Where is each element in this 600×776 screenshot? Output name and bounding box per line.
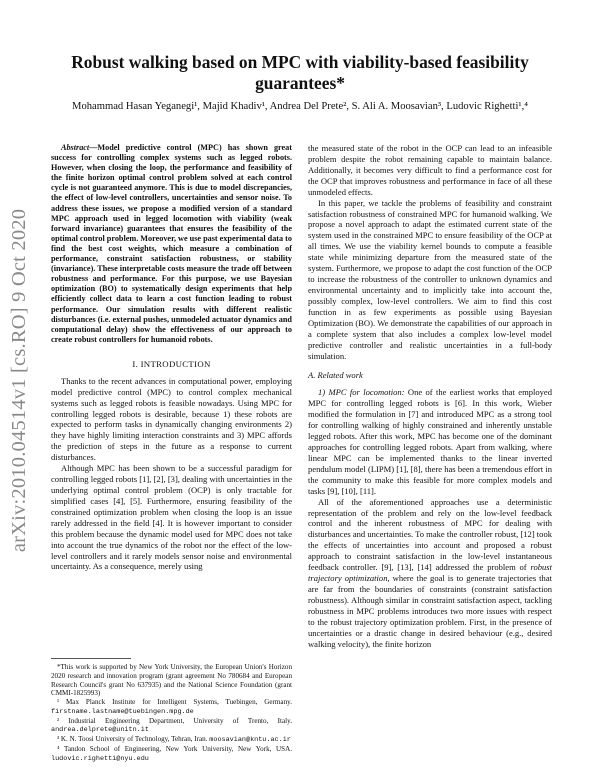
footnote-rule [51,658,131,659]
paper-title: Robust walking based on MPC with viability-based feasibility guarantees* [71,52,529,93]
right-column [308,143,552,649]
intro-paragraph-2: Although MPC has been shown to be a successful paradigm for controlling legged robots [1], [2], [3], dealing with uncertainties in the underlying optimal control problem (OCP) is only tractable for simplified cases [4], [5]. Furthermore, ensuring feasibility of the constrained optimization problem when closing the loop is an issue rarely addressed in the field [4]. It is however important to consider this problem because the dynamic model used for MPC does not take into account the true dynamics of the robot nor the effect of the low-level controllers and it rarely models sensor noise and environmental uncertainty. As a consequence, merely using [51,463,292,572]
footnote-4-email: ludovic.righetti@nyu.edu [51,754,149,763]
abstract [51,143,292,345]
abstract-label: Abstract [61,143,90,152]
paragraph-aforementioned [308,497,552,650]
paragraph-aforementioned-b: , where the goal is to generate trajectories that are far from the boundaries of constraints (constraint satisfaction robustness). Although similar in constraint satisfaction aspect, tackling robustness in MPC problems introduces two more issues with respect to the robust trajectory optimization problem. First, in the presence of uncertainties or a drastic change in desired behaviour (e.g., desired walking velocity), the finite horizon [308,573,552,649]
footnote-3-email: moosavian@kntu.ac.ir [209,736,291,744]
footnote-1-email: firstname.lastname@tuebingen.mpg.de [51,707,194,716]
right-paragraph-continued: the measured state of the robot in the OCP can lead to an infeasible problem despite the robot remaining capable to maintain balance. Additionally, it becomes very difficult to find a performance cost for the OCP that improves robustness and performance in face of all these unmodeled effects. [308,143,552,197]
right-paragraph-this-paper: In this paper, we tackle the problems of feasibility and constraint satisfaction robustness of constrained MPC for humanoid walking. We propose a novel approach to adapt the estimated current state of the system used in the constrained MPC to ensure feasibility of the OCP at all times. We use the viability kernel bounds to compute a feasible state while minimizing departure from the measured state of the system. Furthermore, we propose to adapt the cost function of the OCP to increase the robustness of the controller to unknown dynamics and environmental uncertainty and to implicitly take into account the, possibly complex, low-level controllers. We aim to find this cost function in as few experiments as possible using Bayesian Optimization (BO). We demonstrate the capabilities of our approach in a complete system that also includes a complex low-level model predictive controller and realistic uncertainties in a full-body simulation. [308,197,552,361]
footnote-3 [51,735,292,745]
abstract-text: —Model predictive control (MPC) has shown great success for controlling complex systems such as legged robots. However, when closing the loop, the performance and feasibility of the finite horizon optimal control problem solved at each control cycle is not guaranteed anymore. This is due to model discrepancies, the effect of low-level controllers, uncertainties and sensor noise. To address these issues, we propose a modified version of a standard MPC approach used in legged locomotion with viability (weak forward invariance) guarantees that ensures the feasibility of the optimal control problem. Moreover, we use past experimental data to find the best cost weights, which measure a combination of performance, constraint satisfaction robustness, or stability (invariance). These interpretable costs measure the trade off between robustness and performance. For this purpose, we use Bayesian optimization (BO) to systematically design experiments that help efficiently collect data to learn a cost function leading to robust performance. Our simulation results with different realistic disturbances (i.e. external pushes, unmodeled actuator dynamics and computational delay) show the effectiveness of our approach to create robust controllers for humanoid robots. [51,143,292,344]
subsection-heading-related-work: A. Related work [308,370,363,381]
footnote-2 [51,717,292,736]
footnote-4 [51,745,292,764]
intro-paragraph-1: Thanks to the recent advances in computational power, employing model predictive control (MPC) to control complex mechanical systems such as legged robots is feasible nowadays. Using MPC for controlling legged robots is desirable, because 1) these robots are expected to perform tasks in dynamically changing environments 2) they have highly limiting interaction constraints and 3) MPC affords the prediction of steps in the future as a response to current disturbances. [51,375,292,463]
footnote-2-email: andrea.delprete@unitn.it [51,726,149,735]
footnote-1-text: ¹ Max Planck Institute for Intelligent Systems, Tuebingen, Germany. [57,698,292,706]
author-list: Mohammad Hasan Yeganegi¹, Majid Khadiv¹, Andrea Del Prete², S. Ali A. Moosavian³, Ludovic Righetti¹,⁴ [72,101,528,112]
footnote-2-text: ² Industrial Engineering Department, University of Trento, Italy. [57,716,292,725]
paragraph-heading-mpc: 1) MPC for locomotion: [318,387,405,398]
emphasis-robust-trajopt: robust trajectory optimization [308,562,552,584]
arxiv-sidebar [0,175,40,585]
footnote-4-text: ⁴ Tandon School of Engineering, New York University, New York, USA. [57,744,292,753]
footnote-3-text: ³ K. N. Toosi University of Technology, Tehran, Iran. [57,735,208,743]
footnotes [51,658,292,763]
paragraph-aforementioned-a: All of the aforementioned approaches use a deterministic representation of the problem and rely on the low-level feedback control and the inherent robustness of MPC for dealing with disturbances and uncertainties. To make the controller robust, [12] took the effects of uncertainties into account and proposed a robust approach to constraint satisfaction in the low-level instantaneous feedback controller. [9], [13], [14] addressed the problem of [308,496,552,573]
paragraph-mpc-locomotion [308,387,552,496]
footnote-1 [51,698,292,717]
footnote-funding: *This work is supported by New York University, the European Union's Horizon 2020 research and innovation program (grant agreement No 780684 and European Research Council's grant No 637935) and the National Science Foundation (grant CMMI-1825993) [51,663,292,698]
left-column [51,143,292,572]
section-heading-introduction: I. INTRODUCTION [132,358,211,369]
arxiv-identifier: arXiv:2010.04514v1 [cs.RO] 9 Oct 2020 [8,208,31,552]
paragraph-mpc-text: One of the earliest works that employed MPC for controlling legged robots is [6]. In this work, Wieber modified the formulation in [7] and introduced MPC as a strong tool for controlling walking of highly constrained and inherently unstable legged robots. After this work, MPC has become one of the dominant approaches for controlling legged robots. Apart from walking, where linear MPC can be implemented thanks to the linear inverted pendulum model (LIPM) [1], [8], there has been a tremendous effort in the community to make this feasible for more complex models and tasks [9], [10], [11]. [308,387,552,496]
